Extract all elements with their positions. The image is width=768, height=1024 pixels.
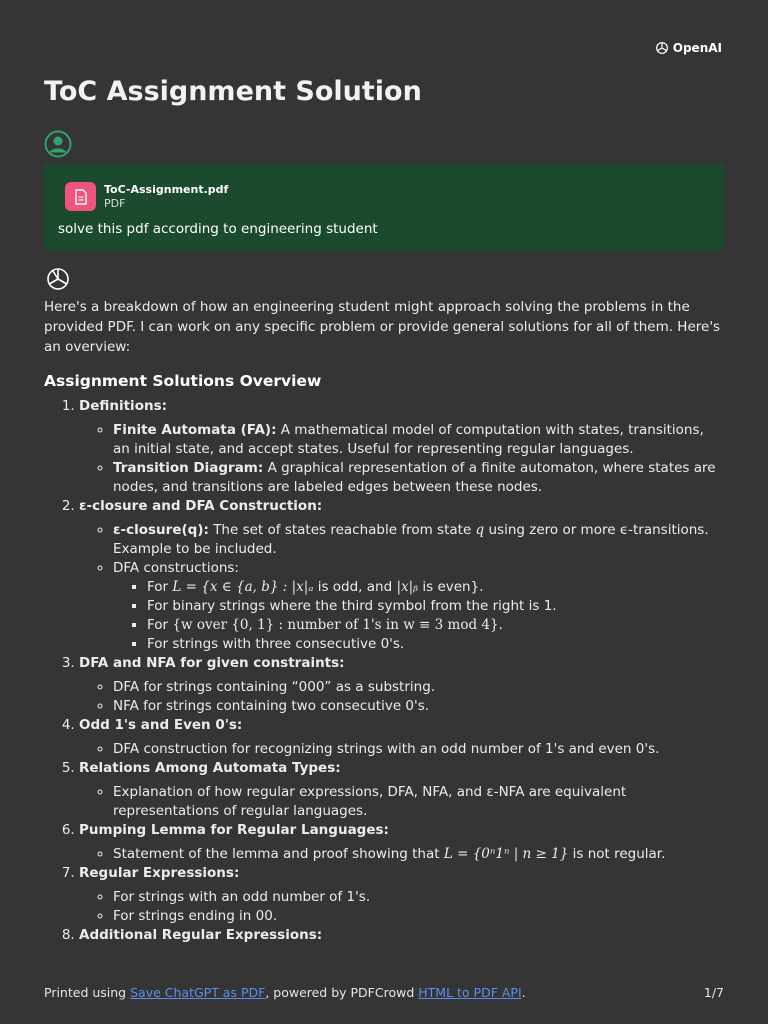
sub-list xyxy=(79,888,724,926)
sub-sub-item xyxy=(147,635,724,654)
item-title: DFA and NFA for given constraints: xyxy=(79,655,345,671)
sub-item xyxy=(113,421,724,459)
file-type: PDF xyxy=(104,196,126,210)
sub-item: ◦ For strings with an odd number of 1's. xyxy=(113,888,724,907)
footer xyxy=(44,985,526,1000)
text: The set of states reachable from state xyxy=(213,522,472,538)
save-chatgpt-link[interactable]: Save ChatGPT as PDF xyxy=(130,985,266,1000)
text: is not regular. xyxy=(572,846,666,862)
text: For xyxy=(147,579,169,595)
sub-item: ◦ DFA for strings containing “000” as a substring. xyxy=(113,678,724,697)
list-item xyxy=(79,864,724,926)
user-avatar-icon xyxy=(44,130,72,158)
list-item xyxy=(79,759,724,821)
term-label: Finite Automata (FA): xyxy=(113,422,277,438)
sub-item: ◦ DFA construction for recognizing strings with an odd number of 1's and even 0's. xyxy=(113,740,724,759)
chatgpt-logo-icon xyxy=(44,265,72,293)
sub-sub-item xyxy=(147,597,724,616)
math: q xyxy=(475,522,485,538)
term-text: A mathematical model of computation with states, transitions, an initial state, and accept states. Useful for representing regular languages. xyxy=(113,422,704,457)
text: DFA constructions: xyxy=(113,560,239,576)
list-item xyxy=(79,654,724,716)
list-item xyxy=(79,497,724,654)
text: For binary strings where the third symbol from the right is 1. xyxy=(147,598,557,614)
solutions-list xyxy=(44,397,724,944)
openai-logo-icon xyxy=(654,40,670,56)
list-item xyxy=(79,716,724,759)
item-title: Odd 1's and Even 0's: xyxy=(79,717,243,733)
footer-text: , powered by PDFCrowd xyxy=(265,985,415,1000)
math: {w over {0, 1} : number of 1's in w ≡ 3 mod 4}. xyxy=(172,617,503,633)
text: is odd, and xyxy=(317,579,393,595)
math: |x|ᵦ xyxy=(396,579,419,595)
term-label: Transition Diagram: xyxy=(113,460,264,476)
sub-list xyxy=(79,521,724,654)
section-heading: Assignment Solutions Overview xyxy=(44,372,322,390)
assistant-response xyxy=(44,297,724,944)
term-text: A graphical representation of a finite automaton, where states are nodes, and transitions are labeled edges between these nodes. xyxy=(113,460,716,495)
file-attachment[interactable] xyxy=(65,182,228,211)
user-message xyxy=(44,164,724,251)
sub-sub-list xyxy=(113,578,724,654)
sub-sub-item xyxy=(147,578,724,597)
text: Statement of the lemma and proof showing that xyxy=(113,846,440,862)
sub-item xyxy=(113,845,724,864)
sub-item xyxy=(113,559,724,654)
openai-brand xyxy=(654,40,722,56)
sub-item: ◦ NFA for strings containing two consecutive 0's. xyxy=(113,697,724,716)
sub-list xyxy=(79,421,724,497)
text: using zero or more ϵ-transitions. Example to be included. xyxy=(113,522,709,557)
sub-list xyxy=(79,783,724,821)
math: L = {x ∈ {a, b} : |x|ₐ xyxy=(172,579,314,595)
item-title: Additional Regular Expressions: xyxy=(79,927,323,943)
brand-name: OpenAI xyxy=(672,41,722,55)
intro-text: Here's a breakdown of how an engineering student might approach solving the problems in the provided PDF. I can work on any specific problem or provide general solutions for all of them. Here's an overview: xyxy=(44,299,721,355)
footer-text: . xyxy=(521,985,526,1000)
text: is even}. xyxy=(422,579,484,595)
sub-item xyxy=(113,459,724,497)
sub-list xyxy=(79,740,724,759)
page-title: ToC Assignment Solution xyxy=(44,76,422,107)
user-message-text: solve this pdf according to engineering student xyxy=(58,221,378,237)
item-title: Pumping Lemma for Regular Languages: xyxy=(79,822,389,838)
item-title: Regular Expressions: xyxy=(79,865,240,881)
list-item xyxy=(79,926,724,944)
page-number: 1/7 xyxy=(703,985,724,1000)
html-to-pdf-link[interactable]: HTML to PDF API xyxy=(418,985,522,1000)
text: For xyxy=(147,617,169,633)
sub-list xyxy=(79,845,724,864)
list-item xyxy=(79,821,724,864)
item-title: Relations Among Automata Types: xyxy=(79,760,341,776)
sub-item xyxy=(113,521,724,559)
footer-text: Printed using xyxy=(44,985,127,1000)
sub-item: ◦ For strings ending in 00. xyxy=(113,907,724,926)
term-label: ε-closure(q): xyxy=(113,522,209,538)
math: L = {0ⁿ1ⁿ | n ≥ 1} xyxy=(443,846,569,862)
item-title: ε-closure and DFA Construction: xyxy=(79,498,323,514)
text: For strings with three consecutive 0's. xyxy=(147,636,405,652)
item-title: Definitions: xyxy=(79,398,168,414)
file-name: ToC-Assignment.pdf xyxy=(104,182,229,196)
sub-item: ◦ Explanation of how regular expressions, DFA, NFA, and ε-NFA are equivalent representations of regular languages. xyxy=(113,783,724,821)
list-item xyxy=(79,397,724,497)
document-icon xyxy=(65,182,96,211)
sub-sub-item xyxy=(147,616,724,635)
sub-list xyxy=(79,678,724,716)
